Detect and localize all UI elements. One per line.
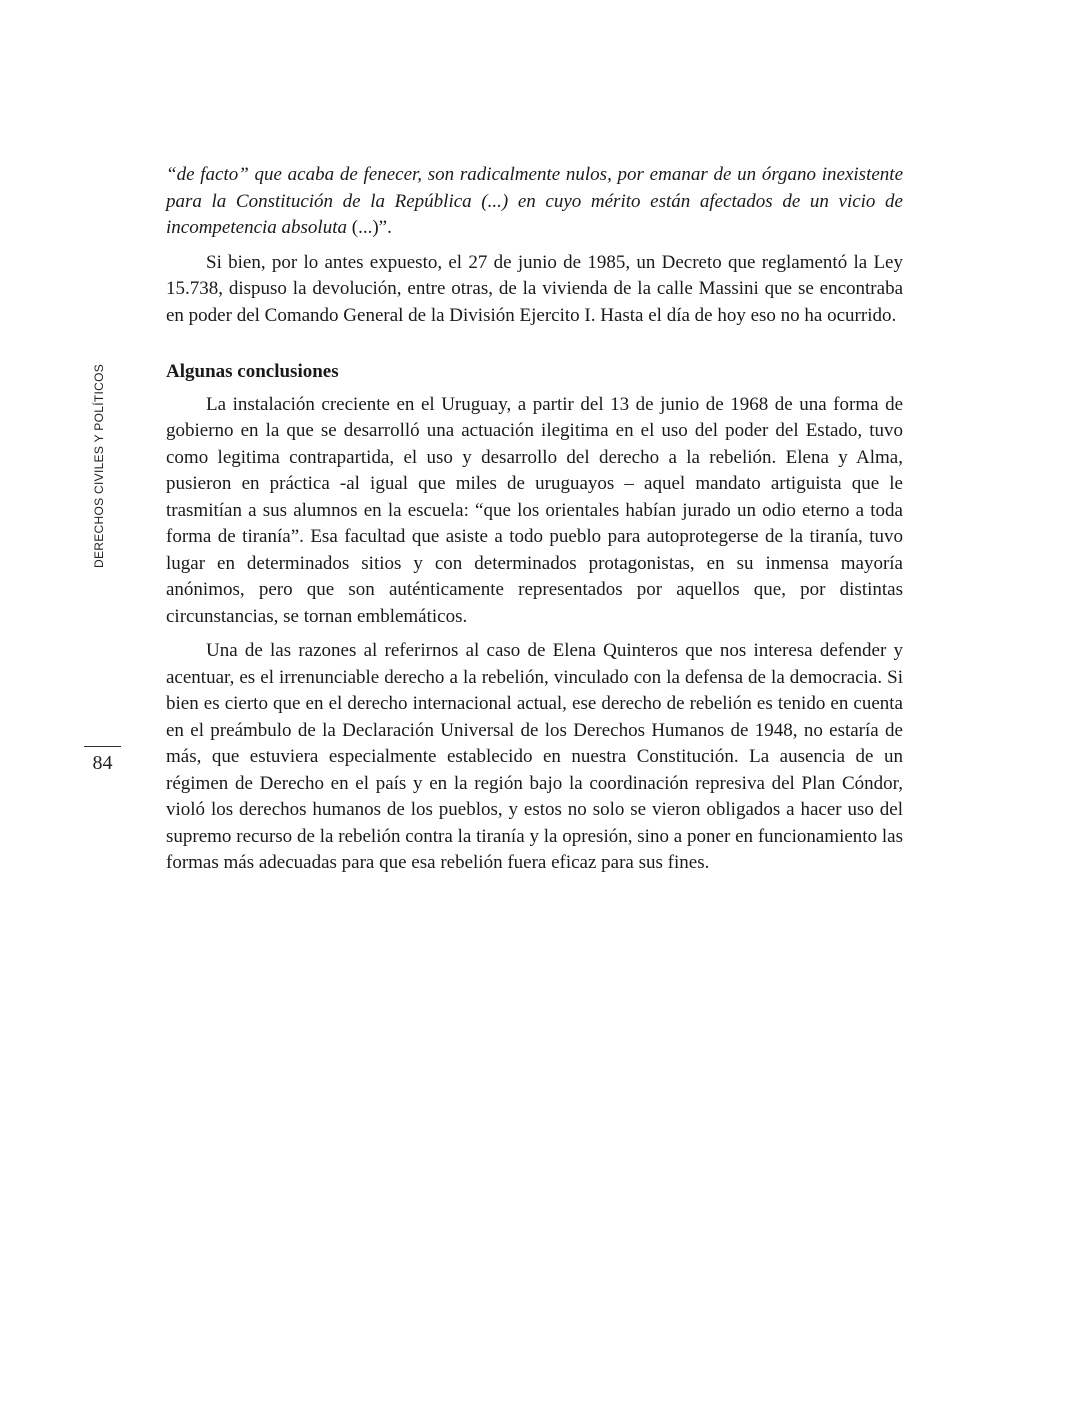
running-head: DERECHOS CIVILES Y POLÍTICOS [92, 363, 106, 569]
quote-closing: (...)”. [347, 217, 392, 238]
page-number: 84 [92, 752, 113, 774]
paragraph-razones: Una de las razones al referirnos al caso de Elena Quinteros que nos interesa defender y acentuar, es el irrenunciable derecho a la rebelión, vinculado con la defensa de la democracia. Si bien es cierto que en el derecho internacional actual, ese derecho de rebelión es tenido en cuenta en el preámbulo de la Declaración Universal de los Derechos Humanos de 1948, no estaría de más, que estuviera especialmente establecido en nuestra Constitución. La ausencia de un régimen de Derecho en el país y en la región bajo la coordinación represiva del Plan Cóndor, violó los derechos humanos de los pueblos, y estos no solo se vieron obligados a hacer uso del supremo recurso de la rebelión contra la tiranía y la opresión, sino a poner en funcionamiento las formas más adecuadas para que esa rebelión fuera eficaz para sus fines. [166, 640, 903, 873]
paragraph-decreto: Si bien, por lo antes expuesto, el 27 de junio de 1985, un Decreto que reglamentó la Ley 15.738, dispuso la devolución, entre otras, de la vivienda de la calle Massini que se encontraba en poder del Comando General de la División Ejercito I. Hasta el día de hoy eso no ha ocurrido. [166, 251, 903, 326]
section-heading: Algunas conclusiones [166, 361, 339, 382]
quote-continuation [166, 162, 903, 242]
folio-rule [84, 746, 121, 747]
body-text [166, 162, 903, 877]
quote-italic-text: “de facto” que acaba de fenecer, son radicalmente nulos, por emanar de un órgano inexistente para la Constitución de la República (...) en cuyo mérito están afectados de un vicio de incompetencia absoluta [166, 164, 903, 238]
paragraph-instalacion: La instalación creciente en el Uruguay, a partir del 13 de junio de 1968 de una forma de gobierno en la que se desarrolló una actuación ilegitima en el uso del poder del Estado, tuvo como legitima contrapartida, el uso y desarrollo del derecho a la rebelión. Elena y Alma, pusieron en práctica -al igual que miles de uruguayos – aquel mandato artiguista que le trasmitían a sus alumnos en la escuela: “que los orientales habían jurado un odio eterno a toda forma de tiranía”. Esa facultad que asiste a todo pueblo para autoprotegerse de la tiranía, tuvo lugar en determinados sitios y con determinados protagonistas, en su inmensa mayoría anónimos, pero que son auténticamente representados por aquellos que, por distintas circunstancias, se tornan emblemáticos. [166, 393, 903, 627]
